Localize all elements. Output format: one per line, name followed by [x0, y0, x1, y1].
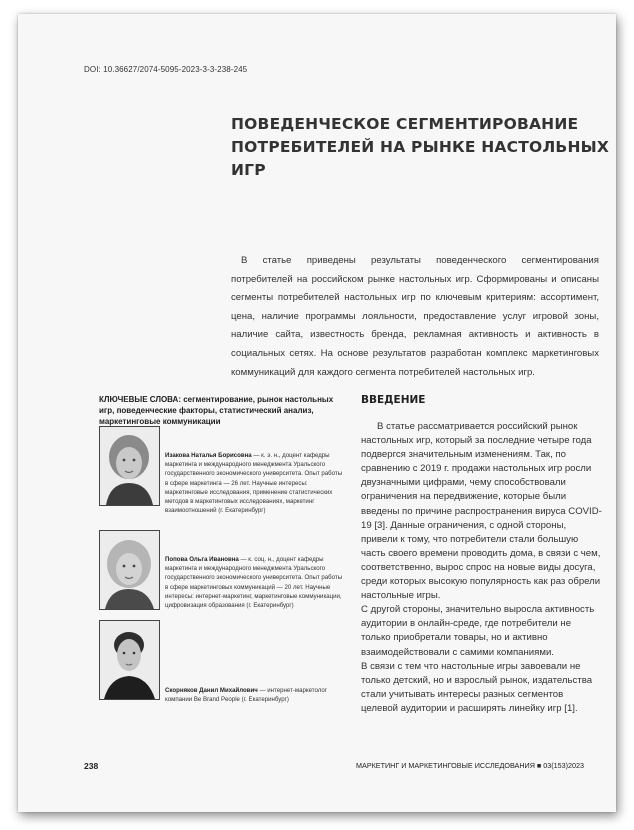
keywords: КЛЮЧЕВЫЕ СЛОВА: сегментирование, рынок настольных игр, поведенческие факторы, статистический анализ, маркетинговые коммуникации: [99, 395, 334, 426]
author-photo-skornyakov: [99, 620, 160, 700]
doi: DOI: 10.36627/2074-5095-2023-3-3-238-245: [84, 65, 248, 74]
author-photo-popova: [99, 530, 160, 610]
author-description: — к. э. н., доцент кафедры маркетинга и международного менеджмента Уральского государственного экономического университета. Опыт работы в сфере маркетинга — 26 лет. Научные интересы: маркетинговые исследования, применение статистических методов в маркетинговых исследованиях, маркетинг взаимоотношений (г. Екатеринбург): [165, 452, 343, 515]
article-title: ПОВЕДЕНЧЕСКОЕ СЕГМЕНТИРОВАНИЕ ПОТРЕБИТЕЛЕЙ НА РЫНКЕ НАСТОЛЬНЫХ ИГР: [231, 115, 610, 179]
paragraph: В связи с тем что настольные игры завоевали не только детский, но и взрослый рынок, издательства стали учитывать интересы разных сегментов целевой аудитории и расширять линейку игр [1].: [361, 660, 593, 714]
author-bio-skornyakov: [165, 686, 345, 704]
author-name: Изакова Наталья Борисовна: [165, 452, 252, 459]
section-heading: ВВЕДЕНИЕ: [361, 394, 426, 406]
page-number: 238: [84, 761, 99, 771]
paragraph: В статье рассматривается российский рынок настольных игр, который за последние четыре года подвергся значительным изменениям. Так, по сравнению с 2019 г. продажи настольных игр росли двузначными цифрами, чему способствовали ограничения на передвижение, которые были введены по причине распространения вируса COVID-19 [3]. Данные ограничения, с одной стороны, привели к тому, что потребители стали большую часть своего времени проводить дома, в связи с чем, соответственно, вырос спрос на новые виды досуга, среди которых высокую популярность как раз обрели настольные игры.: [361, 421, 602, 602]
author-name: Скорняков Данил Михайлович: [165, 687, 258, 694]
author-photo-izakova: [99, 426, 160, 506]
author-bio-popova: [165, 555, 345, 610]
abstract: В статье приведены результаты поведенческого сегментирования потребителей на российском рынке настольных игр. Сформированы и описаны сегменты потребителей настольных игр по ключевым критериям: ассортимент, цена, наличие программы лояльности, предоставление услуг игровой зоны, наличие сайта, известность бренда, рекламная активность и активность в социальных сетях. На основе результатов разработан комплекс маркетинговых коммуникаций для каждого сегмента потребителей настольных игр.: [231, 255, 599, 378]
author-name: Попова Ольга Ивановна: [165, 556, 239, 563]
journal-name: МАРКЕТИНГ И МАРКЕТИНГОВЫЕ ИССЛЕДОВАНИЯ ■ 03(153)2023: [356, 761, 584, 770]
author-description: — к. соц. н., доцент кафедры маркетинга и международного менеджмента Уральского государственного экономического университета. Опыт работы в сфере маркетинговых коммуникаций — 20 лет. Научные интересы: интернет-маркетинг, маркетинговые коммуникации, цифровизация образования (г. Екатеринбург): [165, 556, 343, 610]
author-description: — интернет-маркетолог компании Be Brand People (г. Екатеринбург): [165, 687, 328, 704]
introduction-text: [361, 420, 602, 716]
author-bio-izakova: [165, 451, 345, 515]
paragraph: С другой стороны, значительно выросла активность аудитории в онлайн-среде, где потребители не только приобретали товары, но и активно взаимодействовали с самими компаниями.: [361, 604, 595, 658]
journal-page: [18, 14, 616, 812]
